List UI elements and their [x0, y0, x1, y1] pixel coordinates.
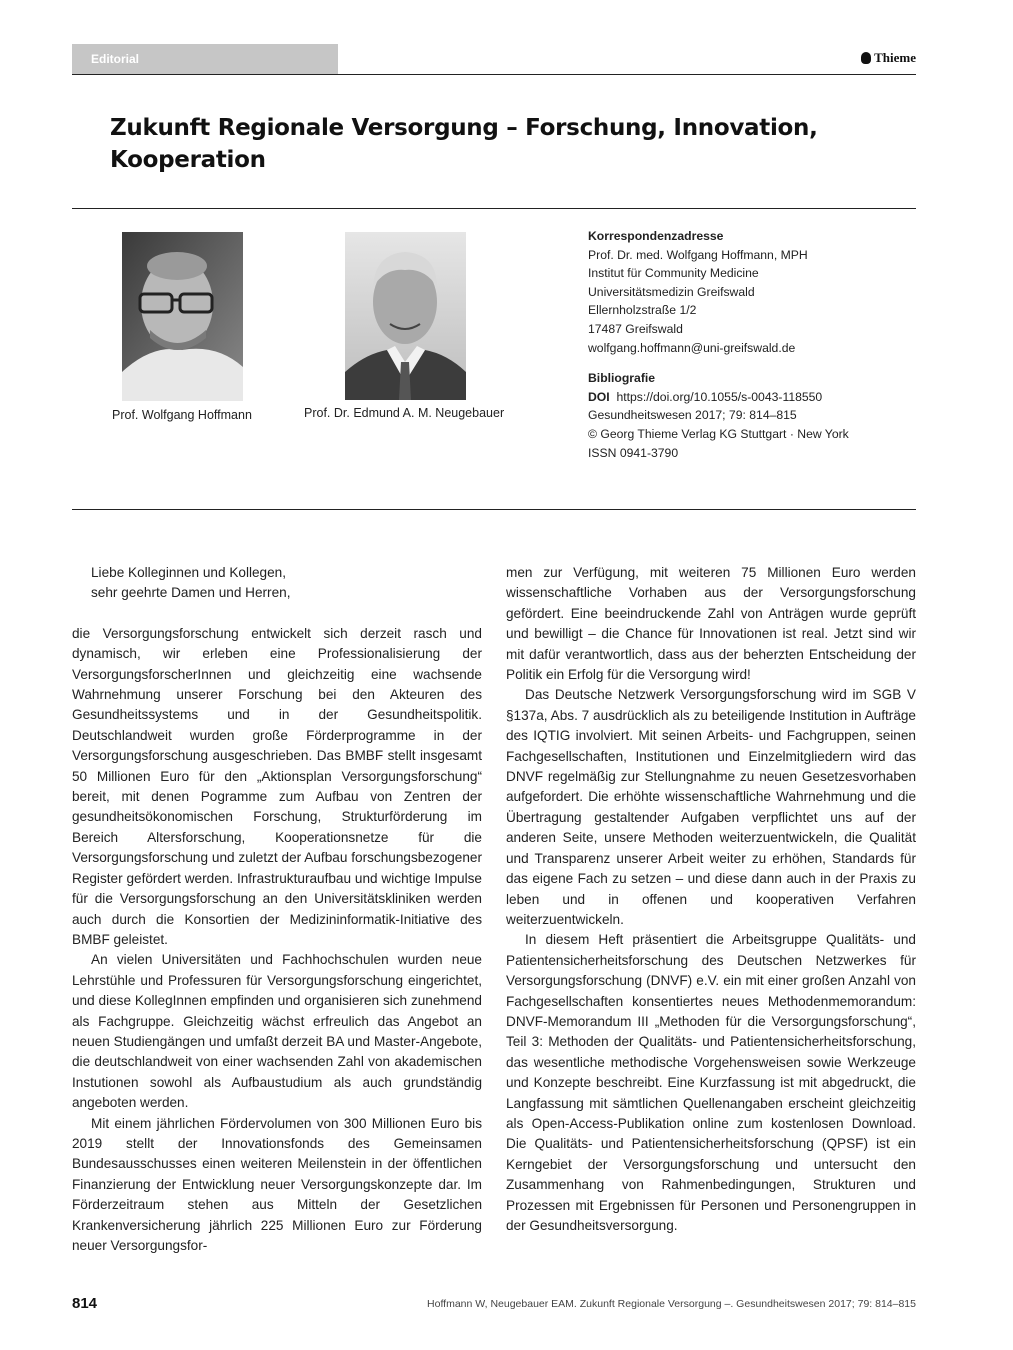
section-label: Editorial: [91, 52, 140, 66]
doi-label: DOI: [588, 389, 610, 404]
salutation-line: Liebe Kolleginnen und Kollegen,: [91, 565, 287, 580]
brand-name: Thieme: [874, 50, 916, 65]
footer-citation: Hoffmann W, Neugebauer EAM. Zukunft Regionale Versorgung –. Gesundheitswesen 2017; 79: 814–815: [427, 1298, 916, 1310]
thieme-logo-icon: [861, 52, 871, 64]
author-photo-hoffmann: [122, 232, 243, 401]
salutation-line: sehr geehrte Damen und Herren,: [91, 585, 291, 601]
correspondence-line: Institut für Community Medicine: [588, 266, 759, 281]
section-tab: [72, 44, 338, 75]
article-title: Zukunft Regionale Versorgung – Forschung, Innovation, Kooperation: [110, 115, 818, 173]
article-info-block: [588, 227, 849, 462]
author-photo-neugebauer: [345, 232, 466, 400]
bibliography-line: Gesundheitswesen 2017; 79: 814–815: [588, 408, 797, 423]
title-divider: [72, 208, 916, 209]
body-paragraph: men zur Verfügung, mit weiteren 75 Millionen Euro werden wissenschaftliche Vorhaben aus der Versorgungsforschung gefördert. Eine beeindruckende Zahl von Anträgen wurde geprüft und bewilligt – die Chance für Innovationen ist real. Jetzt sind wir mit dafür verantwortlich, dass aus der beherzten Entscheidung der Politik ein Erfolg für die Versorgung wird!: [506, 565, 916, 683]
body-column-right: [506, 563, 916, 1236]
portrait-hoffmann-icon: [122, 232, 243, 401]
correspondence-line: Prof. Dr. med. Wolfgang Hoffmann, MPH: [588, 247, 808, 262]
info-divider: [72, 509, 916, 510]
correspondence-line: Universitätsmedizin Greifswald: [588, 284, 755, 299]
body-paragraph: An vielen Universitäten und Fachhochschulen wurden neue Lehrstühle und Professuren für Versorgungsforschung eingerichtet, und diese KollegInnen empfinden und organisieren sich zunehmend als Fachgruppe. Gleichzeitig wächst erfreulich das Angebot an neuen Studiengängen und umfaßt derzeit BA und Master-Angebote, die deutschlandweit von einer wachsenden Zahl von akademischen Instutionen sowohl als Aufbaustudium als auch grundständig angeboten werden.: [72, 952, 482, 1111]
photo-caption-neugebauer: Prof. Dr. Edmund A. M. Neugebauer: [304, 406, 505, 420]
body-paragraph: Das Deutsche Netzwerk Versorgungsforschung wird im SGB V §137a, Abs. 7 ausdrücklich als zu beteiligende Institution in Aufträge des IQTIG involviert. Mit seinen Arbeits- und Fachgruppen, seinen Fachgesellschaften, Institutionen und Einzelmitgliedern wird das DNVF regelmäßig zur Stellungnahme zu neuen Gesetzesvorhaben aufgefordert. Die erhöhte wissenschaftliche Wahrnehmung und die Übertragung gestaltender Aufgaben verpflichtet uns auf der anderen Seite, unsere Methoden weiterzuentwickeln, die Qualität und Transparenz unserer Arbeit weiter zu erhöhen, Standards für das eigene Fach zu setzen – und diese dann auch in der Praxis zu leben und in offenen und kooperativen Verfahren weiterzuentwickeln.: [506, 687, 916, 927]
page-number: 814: [72, 1295, 98, 1312]
correspondence-line: 17487 Greifswald: [588, 321, 683, 336]
bibliography-heading: Bibliografie: [588, 371, 656, 386]
body-paragraph: In diesem Heft präsentiert die Arbeitsgruppe Qualitäts- und Patientensicherheitsforschung des Deutschen Netzwerkes für Versorgungsforschung (DNVF) e.V. ein mit einer großen Anzahl von Fachgesellschaften konsentiertes neues Methodenmemorandum: DNVF-Memorandum III „Methoden für die Versorgungsforschung“, Teil 3: Methoden der Qualitäts- und Patientensicherheitsforschung, das wesentliche methodische Vorgehensweisen sowie Werkzeuge und Konzepte beschreibt. Eine Kurzfassung ist mit abgedruckt, die Langfassung mit sämtlichen Quellenangaben erscheint gleichzeitig als Open-Access-Publikation online zum kostenlosen Download. Die Qualitäts- und Patientensicherheitsforschung (QPSF) ist ein Kerngebiet der Versorgungsforschung und untersucht den Zusammenhang von Rahmenbedingungen, Strukturen und Prozessen mit Ergebnissen für Personen und Personengruppen in der Gesundheitsversorgung.: [506, 932, 916, 1233]
photo-caption-hoffmann: Prof. Wolfgang Hoffmann: [112, 408, 252, 422]
header-divider: [72, 74, 916, 75]
body-paragraph: die Versorgungsforschung entwickelt sich derzeit rasch und dynamisch, wir erleben eine Professionalisierung der VersorgungsforscherInnen und gleichzeitig eine wachsende Wahrnehmung unserer Forschung bei den Akteuren des Gesundheitssystems und in der Gesundheitspolitik. Deutschlandweit wurden große Förderprogramme in der Versorgungsforschung ausgeschrieben. Das BMBF stellt insgesamt 50 Millionen Euro für den „Aktionsplan Versorgungsforschung“ bereit, mit denen Pogramme zum Aufbau von Zentren der gesundheitsökonomischen Forschung, Strukturförderung im Bereich Altersforschung, Kooperationsnetze für die Versorgungsforschung und zuletzt der Aufbau forschungsbezogener Register gefördert werden. Infrastrukturaufbau und wichtige Impulse für die Versorgungsforschung an den Universitätskliniken werden auch durch die Konsortien der Medizininformatik-Initiative des BMBF geleistet.: [72, 625, 482, 947]
doi-line: [588, 388, 849, 407]
portrait-neugebauer-icon: [345, 232, 466, 400]
bibliography-line: ISSN 0941-3790: [588, 445, 679, 460]
correspondence-email[interactable]: wolfgang.hoffmann@uni-greifswald.de: [588, 340, 796, 355]
correspondence-heading: Korrespondenzadresse: [588, 229, 724, 243]
publisher-brand: [861, 50, 916, 66]
bibliography-line: © Georg Thieme Verlag KG Stuttgart · New York: [588, 426, 849, 441]
correspondence-line: Ellernholzstraße 1/2: [588, 303, 697, 318]
body-paragraph: Mit einem jährlichen Fördervolumen von 300 Millionen Euro bis 2019 stellt der Innovationsfonds des Gemeinsamen Bundesausschusses einen weiteren Meilenstein in der öffentlichen Finanzierung der Entwicklung neuer Versorgungskonzepte dar. Im Förderzeitraum stehen aus Mitteln der Gesetzlichen Krankenversicherung jährlich 225 Millionen Euro zur Förderung neuer Versorgungsfor-: [72, 1115, 482, 1253]
body-column-left: [72, 563, 482, 1256]
doi-link[interactable]: https://doi.org/10.1055/s-0043-118550: [616, 389, 823, 404]
